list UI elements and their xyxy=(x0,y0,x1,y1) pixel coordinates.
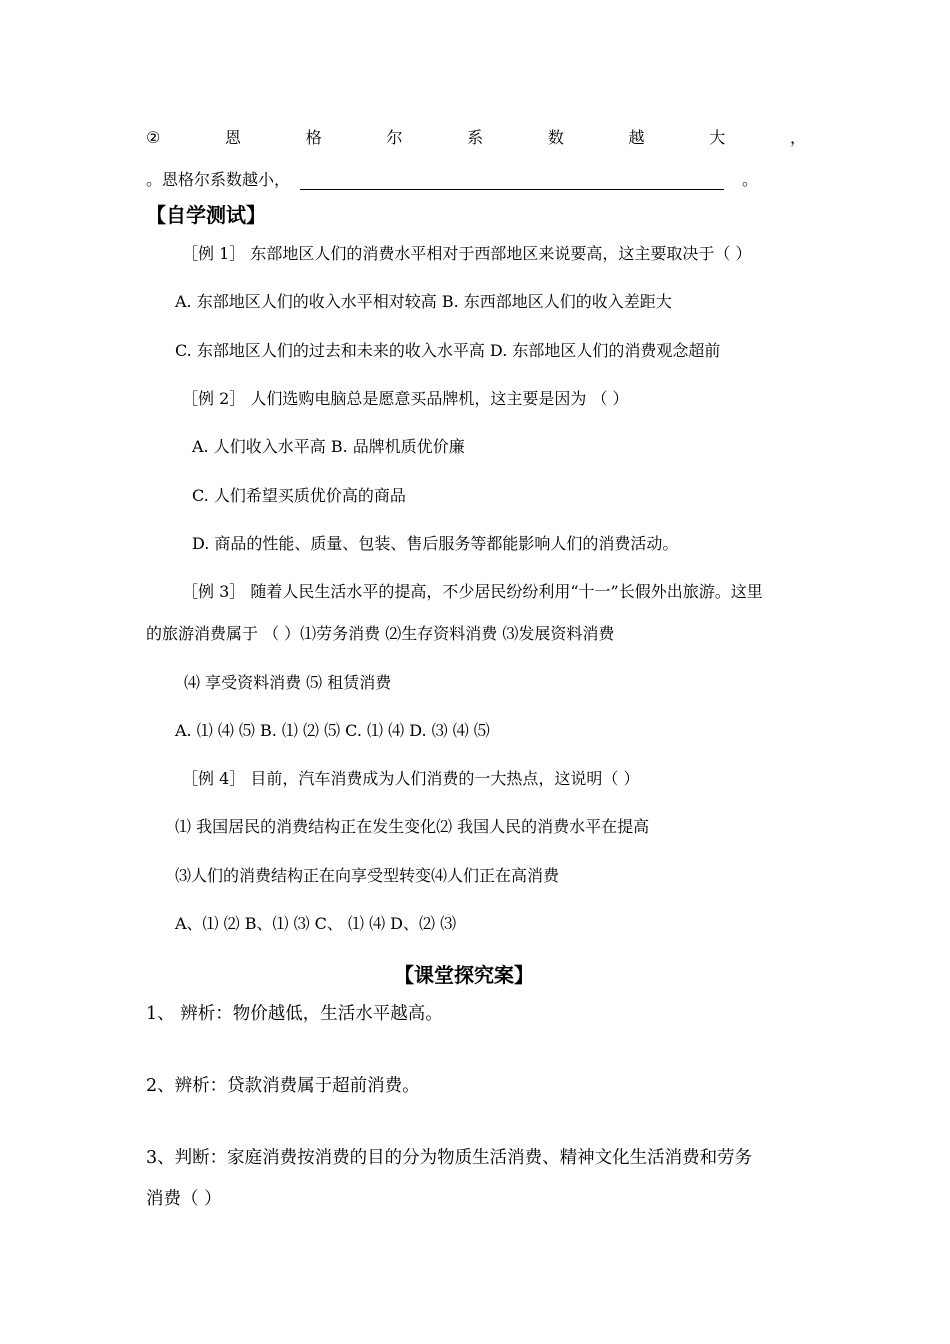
engel-prefix: 。恩格尔系数越小， xyxy=(146,170,291,189)
example-2-stem: ［例 2］ 人们选购电脑总是愿意买品牌机，这主要是因为 （ ） xyxy=(182,389,629,408)
engel-statement-line xyxy=(146,128,806,148)
question-3-line-1: 3、判断：家庭消费按消费的目的分为物质生活消费、精神文化生活消费和劳务 xyxy=(146,1148,753,1168)
example-3-stem-line-2: 的旅游消费属于 （ ）⑴劳务消费 ⑵生存资料消费 ⑶发展资料消费 xyxy=(146,624,615,643)
engel-char: ， xyxy=(789,128,806,147)
example-1-options-ab: A. 东部地区人们的收入水平相对较高 B. 东西部地区人们的收入差距大 xyxy=(175,292,672,311)
example-2-option-d: D. 商品的性能、质量、包装、售后服务等都能影响人们的消费活动。 xyxy=(192,534,679,553)
self-test-heading: 【自学测试】 xyxy=(146,203,266,227)
example-2-option-c: C. 人们希望买质优价高的商品 xyxy=(192,486,406,505)
question-2: 2、辨析：贷款消费属于超前消费。 xyxy=(146,1076,420,1096)
example-3-stem-line-1: ［例 3］ 随着人民生活水平的提高，不少居民纷纷利用“十一”长假外出旅游。这里 xyxy=(182,582,763,601)
engel-char: ② xyxy=(146,128,161,147)
question-3-line-2: 消费（ ） xyxy=(146,1189,222,1209)
question-1: 1、 辨析：物价越低，生活水平越高。 xyxy=(146,1004,443,1024)
example-2-options-ab: A. 人们收入水平高 B. 品牌机质优价廉 xyxy=(192,437,465,456)
engel-char: 越 xyxy=(628,128,645,147)
engel-char: 恩 xyxy=(225,128,242,147)
example-1-options-cd: C. 东部地区人们的过去和未来的收入水平高 D. 东部地区人们的消费观念超前 xyxy=(175,341,721,360)
engel-char: 数 xyxy=(547,128,564,147)
engel-char: 尔 xyxy=(386,128,403,147)
example-1-stem: ［例 1］ 东部地区人们的消费水平相对于西部地区来说要高，这主要取决于（ ） xyxy=(182,244,752,263)
classroom-heading: 【课堂探究案】 xyxy=(394,963,534,987)
example-4-item-1: ⑴ 我国居民的消费结构正在发生变化⑵ 我国人民的消费水平在提高 xyxy=(175,817,650,836)
example-3-options: A. ⑴ ⑷ ⑸ B. ⑴ ⑵ ⑸ C. ⑴ ⑷ D. ⑶ ⑷ ⑸ xyxy=(175,721,490,740)
example-3-items: ⑷ 享受资料消费 ⑸ 租赁消费 xyxy=(184,673,392,692)
example-4-item-2: ⑶人们的消费结构正在向享受型转变⑷人们正在高消费 xyxy=(175,866,560,885)
answer-blank[interactable] xyxy=(300,171,724,190)
engel-char: 系 xyxy=(467,128,484,147)
example-4-stem: ［例 4］ 目前，汽车消费成为人们消费的一大热点，这说明（ ） xyxy=(182,769,640,788)
engel-char: 大 xyxy=(709,128,726,147)
example-4-options: A、⑴ ⑵ B、⑴ ⑶ C、 ⑴ ⑷ D、⑵ ⑶ xyxy=(175,914,457,933)
engel-suffix: 。 xyxy=(742,170,759,189)
engel-fill-line xyxy=(146,170,758,190)
engel-char: 格 xyxy=(305,128,322,147)
